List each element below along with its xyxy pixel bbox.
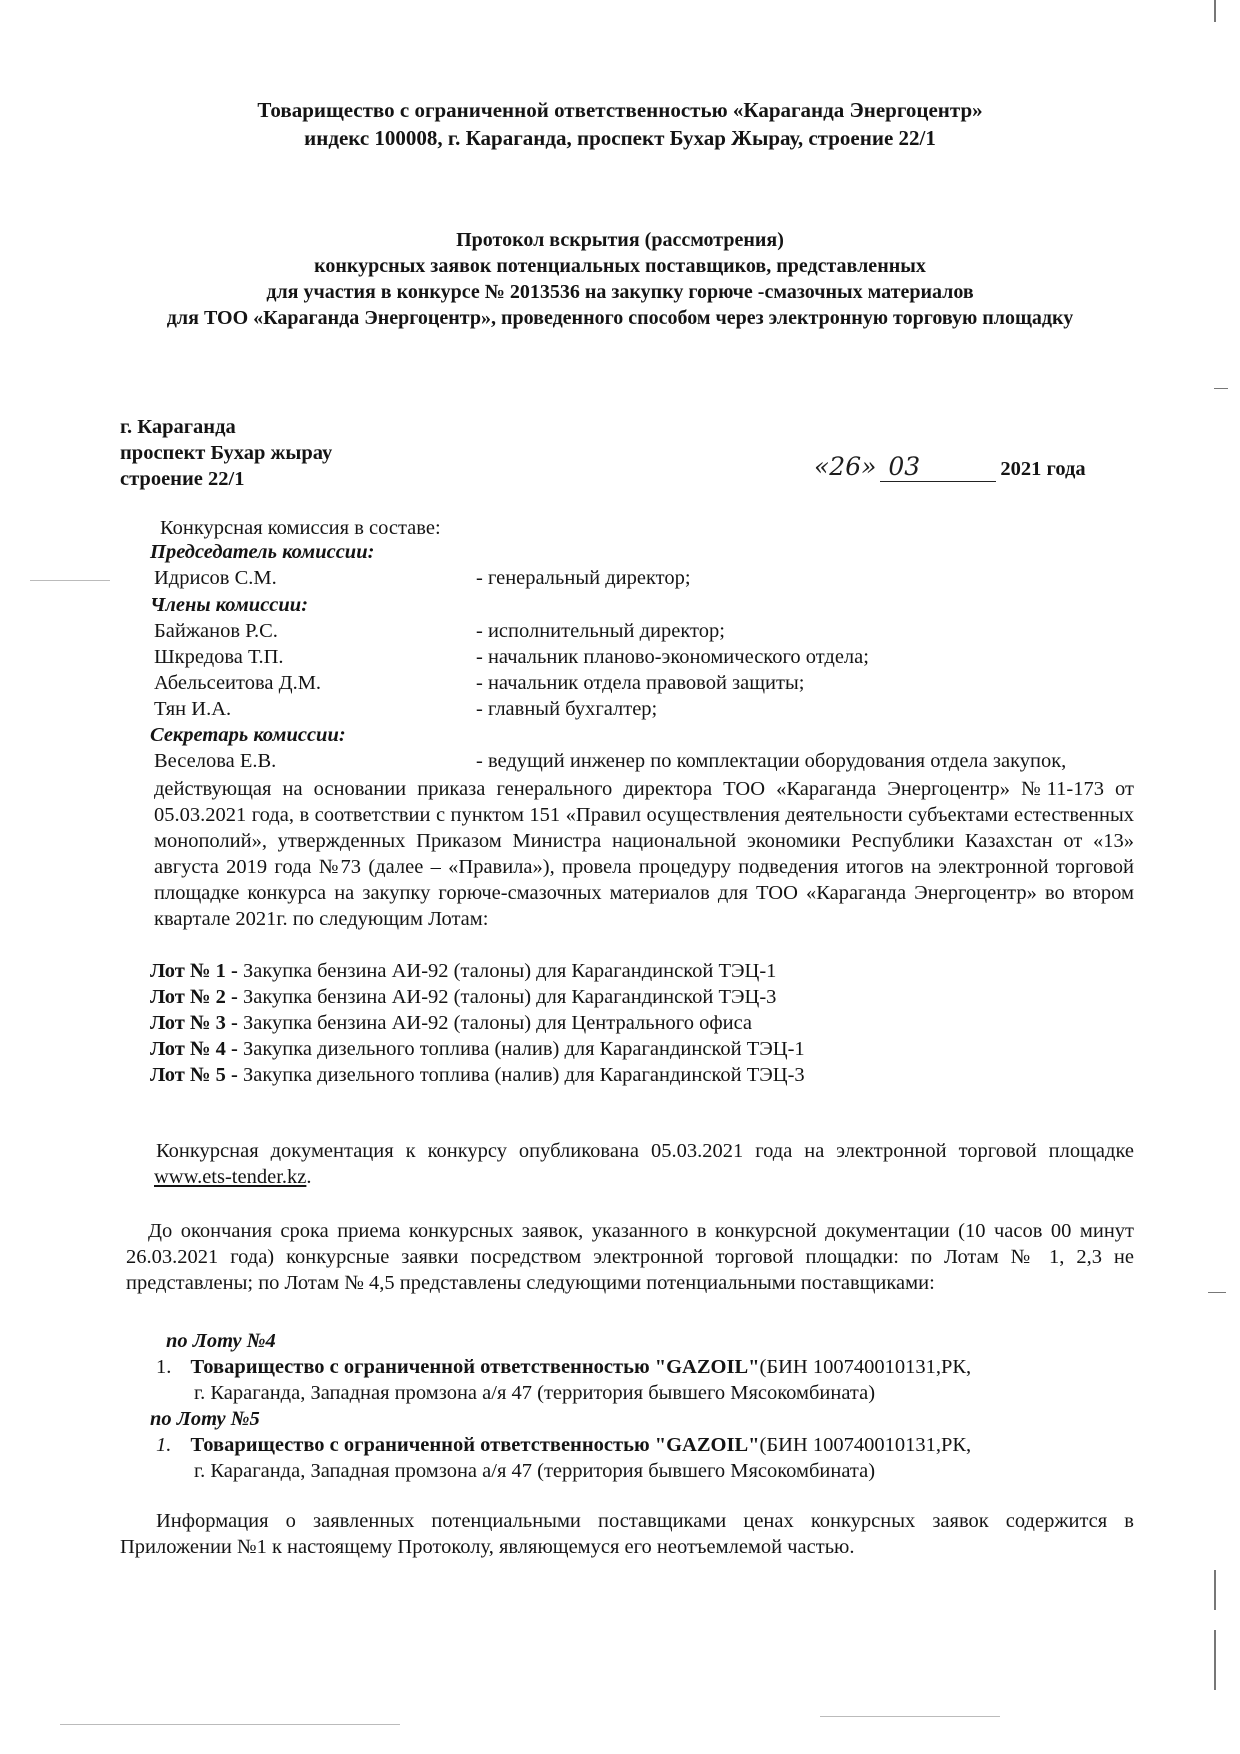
lot-text: Закупка дизельного топлива (налив) для Карагандинской ТЭЦ-3	[243, 1064, 805, 1086]
lot-label: Лот № 4 -	[150, 1038, 238, 1060]
bid-supplier-name: Товарищество с ограниченной ответственностью "GAZOIL"	[190, 1434, 760, 1456]
bid-lot-label: по Лоту №4	[166, 1330, 276, 1352]
closing-paragraph: Информация о заявленных потенциальными поставщиками ценах конкурсных заявок содержится в Приложении №1 к настоящему Протоколу, являющемуся его неотъемлемой частью.	[120, 1510, 1134, 1558]
scan-artifact	[1214, 1630, 1216, 1690]
scan-artifact	[1214, 1570, 1216, 1610]
scan-artifact	[60, 1724, 400, 1725]
date-month: 03	[880, 452, 996, 482]
scan-artifact	[1208, 1292, 1226, 1293]
date-close-quote: »	[861, 452, 877, 481]
publication-link[interactable]: www.ets-tender.kz	[154, 1166, 307, 1188]
lot-item	[150, 984, 776, 1010]
chair-name: Идрисов С.М.	[154, 567, 277, 589]
scan-artifact	[1214, 388, 1228, 389]
bid-supplier-details: (БИН 100740010131,РК,	[759, 1434, 972, 1456]
protocol-title-line-1: Протокол вскрытия (рассмотрения)	[456, 229, 784, 251]
bid-lot-label: по Лоту №5	[150, 1408, 260, 1430]
protocol-title-line-3: для участия в конкурсе № 2013536 на закупку горюче -смазочных материалов	[266, 281, 974, 303]
member-role: - главный бухгалтер;	[476, 698, 658, 720]
date-day: 26	[829, 452, 862, 481]
commission-body-paragraph: действующая на основании приказа генерального директора ТОО «Караганда Энергоцентр» №11-173 от 05.03.2021 года, в соответствии с пунктом 151 «Правил осуществления деятельности субъектами естественных монополий», утвержденных Приказом Министра национальной экономики Республики Казахстан от «13» августа 2019 года №73 (далее – «Правила»), провела процедуру подведения итогов на электронной торговой площадке конкурса на закупку горюче-смазочных материалов для ТОО «Караганда Энергоцентр» во втором квартале 2021г. по следующим Лотам:	[154, 778, 1134, 930]
lot-text: Закупка бензина АИ-92 (талоны) для Карагандинской ТЭЦ-1	[243, 960, 777, 982]
place-street: проспект Бухар жырау	[120, 442, 333, 464]
bid-supplier-name: Товарищество с ограниченной ответственностью "GAZOIL"	[190, 1356, 760, 1378]
place-city: г. Караганда	[120, 416, 236, 438]
lot-item	[150, 1010, 752, 1036]
lot-label: Лот № 3 -	[150, 1012, 238, 1034]
date-year: 2021 года	[1000, 458, 1086, 480]
lot-item	[150, 958, 776, 984]
lot-label: Лот № 2 -	[150, 986, 238, 1008]
lot-text: Закупка бензина АИ-92 (талоны) для Карагандинской ТЭЦ-3	[243, 986, 777, 1008]
publication-text: Конкурсная документация к конкурсу опубликована 05.03.2021 года на электронной торговой площадке	[156, 1140, 1134, 1162]
secretary-role: - ведущий инженер по комплектации оборудования отдела закупок,	[476, 750, 1067, 772]
bid-number: 1.	[156, 1356, 172, 1378]
bid-supplier-address: г. Караганда, Западная промзона а/я 47 (территория бывшего Мясокомбината)	[194, 1382, 876, 1404]
lot-item	[150, 1062, 805, 1088]
bid-number: 1.	[156, 1434, 172, 1456]
scan-artifact	[30, 580, 110, 581]
chair-label: Председатель комиссии:	[150, 541, 375, 563]
protocol-title-line-2: конкурсных заявок потенциальных поставщиков, представленных	[314, 255, 926, 277]
lot-label: Лот № 1 -	[150, 960, 238, 982]
bid-supplier-address: г. Караганда, Западная промзона а/я 47 (территория бывшего Мясокомбината)	[194, 1460, 876, 1482]
scan-artifact	[820, 1716, 1000, 1717]
member-name: Шкредова Т.П.	[154, 646, 284, 668]
secretary-label: Секретарь комиссии:	[150, 724, 346, 746]
lot-label: Лот № 5 -	[150, 1064, 238, 1086]
protocol-title-line-4: для ТОО «Караганда Энергоцентр», проведенного способом через электронную торговую площадку	[166, 307, 1074, 329]
publication-end: .	[306, 1166, 312, 1188]
member-role: - начальник планово-экономического отдела;	[476, 646, 869, 668]
member-name: Абельсеитова Д.М.	[154, 672, 322, 694]
bid-supplier-line	[156, 1354, 971, 1380]
publication-paragraph	[154, 1138, 1134, 1190]
org-address-line: индекс 100008, г. Караганда, проспект Бухар Жырау, строение 22/1	[304, 126, 936, 150]
date-open-quote: «	[814, 452, 830, 481]
members-label: Члены комиссии:	[150, 594, 309, 616]
protocol-date	[814, 452, 1086, 482]
place-building: строение 22/1	[120, 468, 245, 490]
lot-item	[150, 1036, 805, 1062]
chair-role: - генеральный директор;	[476, 567, 691, 589]
member-name: Тян И.А.	[154, 698, 232, 720]
deadline-paragraph: До окончания срока приема конкурсных заявок, указанного в конкурсной документации (10 часов 00 минут 26.03.2021 года) конкурсные заявки посредством электронной торговой площадки: по Лотам № 1, 2,3 не представлены; по Лотам № 4,5 представлены следующими потенциальными поставщиками:	[126, 1220, 1134, 1294]
lot-text: Закупка бензина АИ-92 (талоны) для Центрального офиса	[243, 1012, 753, 1034]
member-role: - начальник отдела правовой защиты;	[476, 672, 805, 694]
bid-supplier-details: (БИН 100740010131,РК,	[759, 1356, 972, 1378]
commission-intro: Конкурсная комиссия в составе:	[160, 517, 441, 539]
member-name: Байжанов Р.С.	[154, 620, 278, 642]
member-role: - исполнительный директор;	[476, 620, 725, 642]
lot-text: Закупка дизельного топлива (налив) для Карагандинской ТЭЦ-1	[243, 1038, 805, 1060]
scan-artifact	[1214, 0, 1216, 22]
org-header-line: Товарищество с ограниченной ответственностью «Караганда Энергоцентр»	[257, 98, 983, 122]
bid-supplier-line	[156, 1432, 971, 1458]
secretary-name: Веселова Е.В.	[154, 750, 277, 772]
